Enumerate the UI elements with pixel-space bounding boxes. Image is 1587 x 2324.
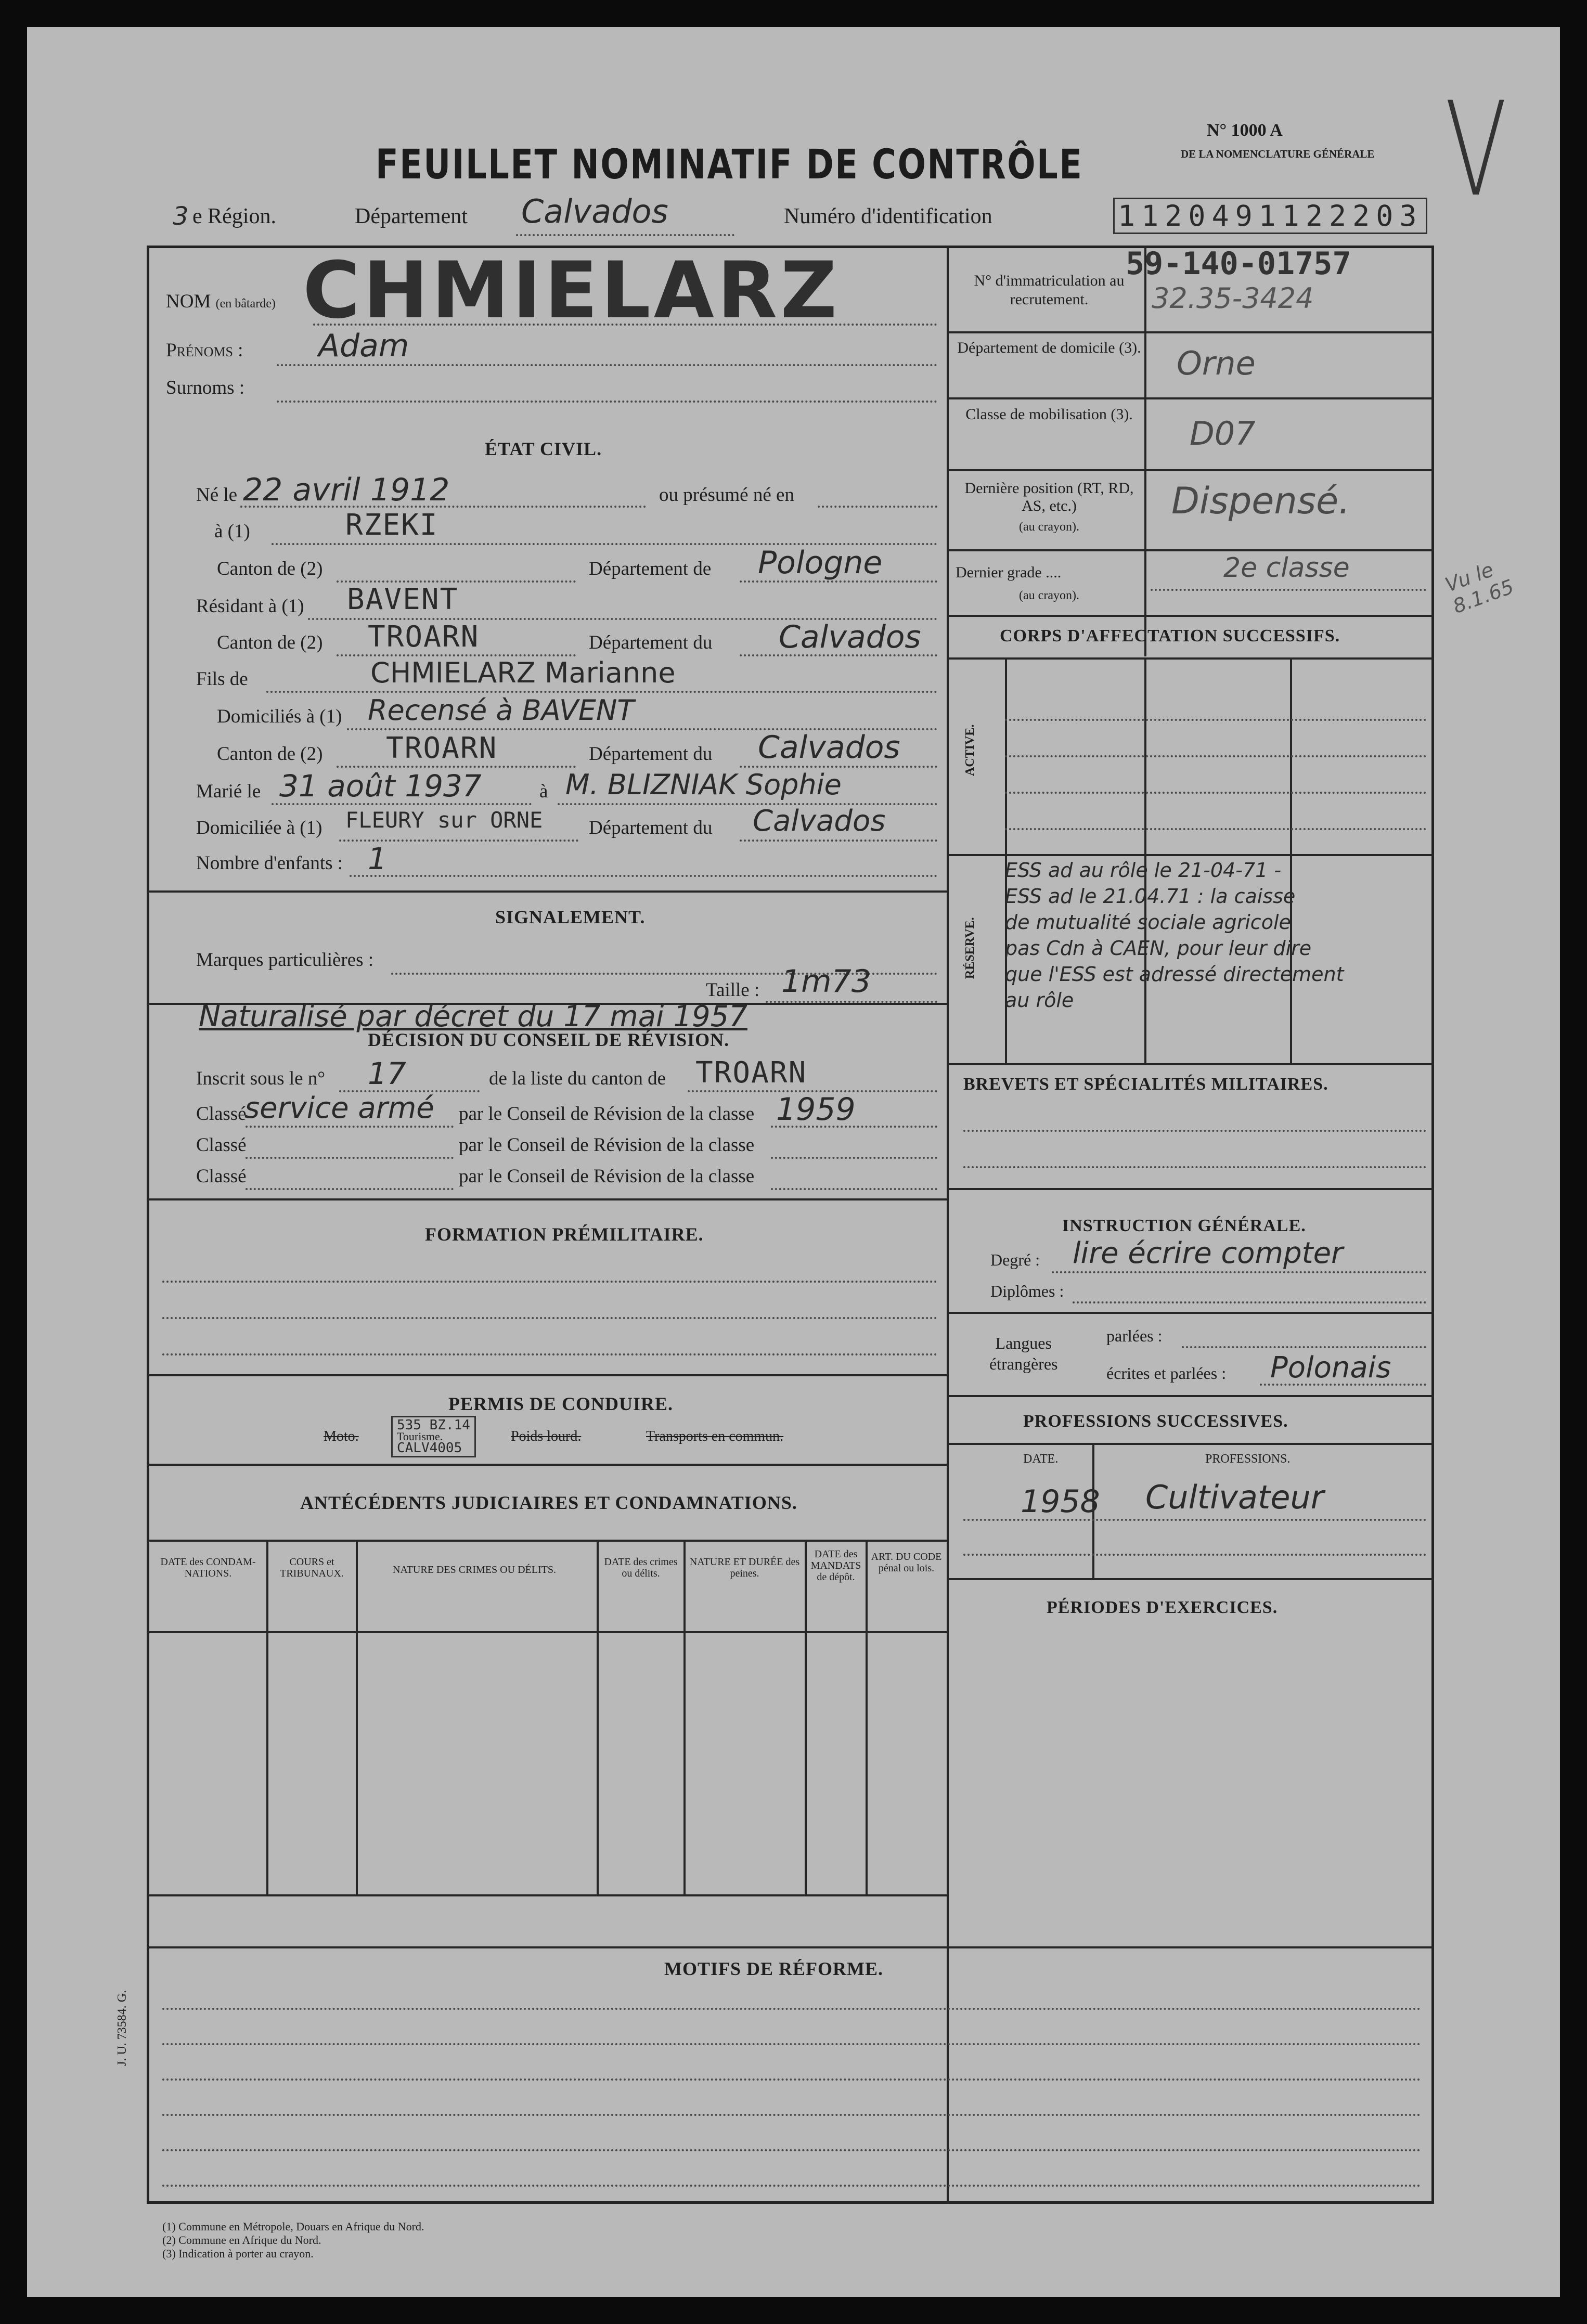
canton-par-label: Canton de (2): [217, 743, 323, 765]
col-article: ART. DU CODE pénal ou lois.: [871, 1551, 942, 1574]
revision-title: DÉCISION DU CONSEIL DE RÉVISION.: [368, 1029, 730, 1050]
prenoms-label: Prénoms :: [166, 340, 243, 361]
derniere-pos-label: Dernière position (RT, RD, AS, etc.): [964, 480, 1134, 514]
identification-number: 1120491122203: [1113, 198, 1427, 234]
canton-label: Canton de (2): [217, 558, 323, 579]
degre-value: lire écrire compter: [1073, 1236, 1344, 1270]
reserve-note-1: ESS ad au rôle le 21-04-71 -: [1005, 859, 1282, 882]
canton-res-label: Canton de (2): [217, 632, 323, 653]
marie-label: Marié le: [196, 781, 261, 802]
instruction-title: INSTRUCTION GÉNÉRALE.: [1062, 1216, 1306, 1235]
domicilies-label: Domiciliés à (1): [217, 706, 342, 727]
professions-title: PROFESSIONS SUCCESSIVES.: [1023, 1412, 1288, 1431]
marques-label: Marques particulières :: [196, 949, 374, 971]
langues-label: Langues: [995, 1334, 1052, 1352]
parents: CHMIELARZ Marianne: [370, 656, 676, 689]
departement-du-label: Département du: [589, 632, 713, 653]
permis-tourisme: Tourisme.: [397, 1430, 443, 1443]
a-label: à: [539, 781, 548, 802]
permis-stamp-1: 535 BZ.14: [397, 1417, 470, 1433]
birthplace: RZEKI: [345, 508, 438, 542]
canton-parents: TROARN: [386, 731, 498, 765]
height-value: 1m73: [781, 963, 871, 1000]
nom-hint: (en bâtarde): [215, 297, 276, 311]
departement-du-label-2: Département du: [589, 743, 713, 765]
reserve-note-2: ESS ad le 21.04.71 : la caisse: [1005, 885, 1296, 908]
classe-label-2: Classé: [196, 1134, 247, 1156]
permis-moto: Moto.: [324, 1428, 359, 1444]
dept-domicile: Orne: [1177, 344, 1256, 382]
footnote-2: (2) Commune en Afrique du Nord.: [162, 2233, 321, 2246]
res-dept: Calvados: [779, 619, 921, 655]
classe-label-3: Classé: [196, 1166, 247, 1187]
nom-label: NOM: [166, 291, 211, 312]
birth-date: 22 avril 1912: [243, 472, 450, 508]
immatriculation-label: N° d'immatriculation au recrutement.: [974, 272, 1125, 308]
premilitaire-title: FORMATION PRÉMILITAIRE.: [425, 1224, 704, 1245]
signalement-title: SIGNALEMENT.: [495, 907, 646, 927]
naturalisation-note: Naturalisé par décret du 17 mai 1957: [199, 1000, 747, 1034]
spouse-domicile: FLEURY sur ORNE: [345, 807, 543, 833]
footnote-3: (3) Indication à porter au crayon.: [162, 2247, 314, 2260]
permis-title: PERMIS DE CONDUIRE.: [448, 1393, 674, 1414]
crayon-note-1: (au crayon).: [1019, 520, 1079, 534]
inscrit-label: Inscrit sous le n°: [196, 1068, 326, 1089]
ne-le-label: Né le: [196, 484, 238, 506]
active-label: ACTIVE.: [963, 724, 977, 776]
check-mark: V: [1444, 74, 1507, 225]
reserve-note-6: au rôle: [1005, 989, 1074, 1012]
presume-label: ou présumé né en: [659, 484, 794, 506]
prenoms-value: Adam: [318, 328, 409, 364]
reserve-note-3: de mutualité sociale agricole: [1005, 911, 1291, 934]
diplomes-label: Diplômes :: [990, 1282, 1064, 1300]
a1-label: à (1): [214, 521, 250, 542]
prof-col: PROFESSIONS.: [1205, 1452, 1291, 1466]
parents-domicile: Recensé à BAVENT: [368, 694, 635, 727]
form-note: DE LA NOMENCLATURE GÉNÉRALE: [1181, 148, 1375, 160]
reserve-label: RÉSERVE.: [963, 917, 977, 979]
col-cours: COURS et TRIBUNAUX.: [280, 1556, 344, 1579]
immatriculation-hw: 32.35-3424: [1152, 282, 1314, 315]
spouse: M. BLIZNIAK Sophie: [565, 768, 842, 801]
region-label: e Région.: [192, 204, 276, 228]
margin-note: Vu le 8.1.65: [1442, 558, 1517, 618]
classement: service armé: [244, 1091, 434, 1125]
classe-mob-label: Classe de mobilisation (3).: [965, 406, 1133, 423]
parlees-label: parlées :: [1106, 1326, 1163, 1345]
classe-label-1: Classé: [196, 1103, 247, 1125]
revision-year: 1959: [776, 1091, 856, 1128]
marriage-date: 31 août 1937: [279, 768, 482, 804]
etrangeres-label: étrangères: [989, 1354, 1058, 1373]
reforme-title: MOTIFS DE RÉFORME.: [664, 1958, 884, 1979]
enfants-label: Nombre d'enfants :: [196, 853, 343, 874]
side-code: J. U. 73584. G.: [115, 1990, 129, 2066]
children: 1: [368, 841, 387, 876]
residence: BAVENT: [347, 583, 459, 616]
prof-year: 1958: [1021, 1483, 1100, 1520]
form-number: N° 1000 A: [1207, 121, 1283, 140]
birth-dept: Pologne: [758, 545, 883, 581]
nom-value: CHMIELARZ: [303, 246, 841, 336]
document-sheet: [27, 27, 1560, 2297]
dernier-grade: 2e classe: [1223, 552, 1350, 584]
date-col: DATE.: [1023, 1452, 1059, 1466]
langue-value: Polonais: [1270, 1351, 1391, 1385]
profession: Cultivateur: [1145, 1478, 1324, 1516]
footnote-1: (1) Commune en Métropole, Douars en Afrique du Nord.: [162, 2220, 424, 2233]
col-date-mandats: DATE des MANDATS de dépôt.: [810, 1548, 861, 1583]
par-conseil-2: par le Conseil de Révision de la classe: [459, 1134, 755, 1156]
permis-poids-lourd: Poids lourd.: [511, 1428, 582, 1444]
canton-res: TROARN: [368, 620, 480, 654]
surnoms-label: Surnoms :: [166, 377, 245, 398]
derniere-position: Dispensé.: [1171, 480, 1350, 522]
parents-dept: Calvados: [758, 729, 900, 766]
departement-label: Département: [355, 204, 468, 228]
periodes-title: PÉRIODES D'EXERCICES.: [1047, 1598, 1278, 1617]
column-divider: [947, 246, 949, 2204]
liste-label: de la liste du canton de: [489, 1068, 666, 1089]
brevets-title: BREVETS ET SPÉCIALITÉS MILITAIRES.: [963, 1075, 1328, 1094]
document-title: FEUILLET NOMINATIF DE CONTRÔLE: [376, 141, 1083, 188]
col-date-condamnations: DATE des CONDAM-NATIONS.: [160, 1556, 256, 1579]
departement-value: Calvados: [521, 192, 668, 230]
region-number: 3: [173, 202, 189, 231]
col-nature-crimes: NATURE DES CRIMES OU DÉLITS.: [393, 1564, 556, 1576]
reserve-note-5: que l'ESS est adressé directement: [1005, 963, 1344, 986]
taille-label: Taille :: [706, 979, 760, 1001]
corps-title: CORPS D'AFFECTATION SUCCESSIFS.: [1000, 626, 1340, 645]
spouse-dept: Calvados: [753, 804, 886, 838]
reserve-note-4: pas Cdn à CAEN, pour leur dire: [1005, 937, 1312, 960]
dept-domicile-label: Département de domicile (3).: [957, 339, 1141, 356]
residant-label: Résidant à (1): [196, 596, 304, 617]
fils-de-label: Fils de: [196, 668, 248, 690]
permis-transports: Transports en commun.: [646, 1428, 784, 1444]
inscription-number: 17: [368, 1056, 406, 1091]
crayon-note-2: (au crayon).: [1019, 589, 1079, 602]
permis-stamp-2: CALV4005: [397, 1440, 462, 1456]
departement-du-label-3: Département du: [589, 817, 713, 838]
degre-label: Degré :: [990, 1250, 1040, 1269]
revision-canton: TROARN: [695, 1056, 807, 1090]
antecedents-title: ANTÉCÉDENTS JUDICIAIRES ET CONDAMNATIONS.: [300, 1492, 797, 1513]
col-nature-peines: NATURE ET DURÉE des peines.: [689, 1556, 800, 1579]
domiciliee-label: Domiciliée à (1): [196, 817, 322, 838]
par-conseil-1: par le Conseil de Révision de la classe: [459, 1103, 755, 1125]
classe-mob: D07: [1190, 415, 1256, 453]
ecrites-label: écrites et parlées :: [1106, 1364, 1227, 1383]
col-date-crimes: DATE des crimes ou délits.: [604, 1556, 678, 1579]
identification-label: Numéro d'identification: [784, 204, 992, 228]
etat-civil-title: ÉTAT CIVIL.: [485, 438, 602, 459]
immatriculation-stamp: 59-140-01757: [1126, 246, 1351, 282]
dernier-grade-label: Dernier grade ....: [956, 564, 1062, 581]
par-conseil-3: par le Conseil de Révision de la classe: [459, 1166, 755, 1187]
departement-de-label: Département de: [589, 558, 712, 579]
